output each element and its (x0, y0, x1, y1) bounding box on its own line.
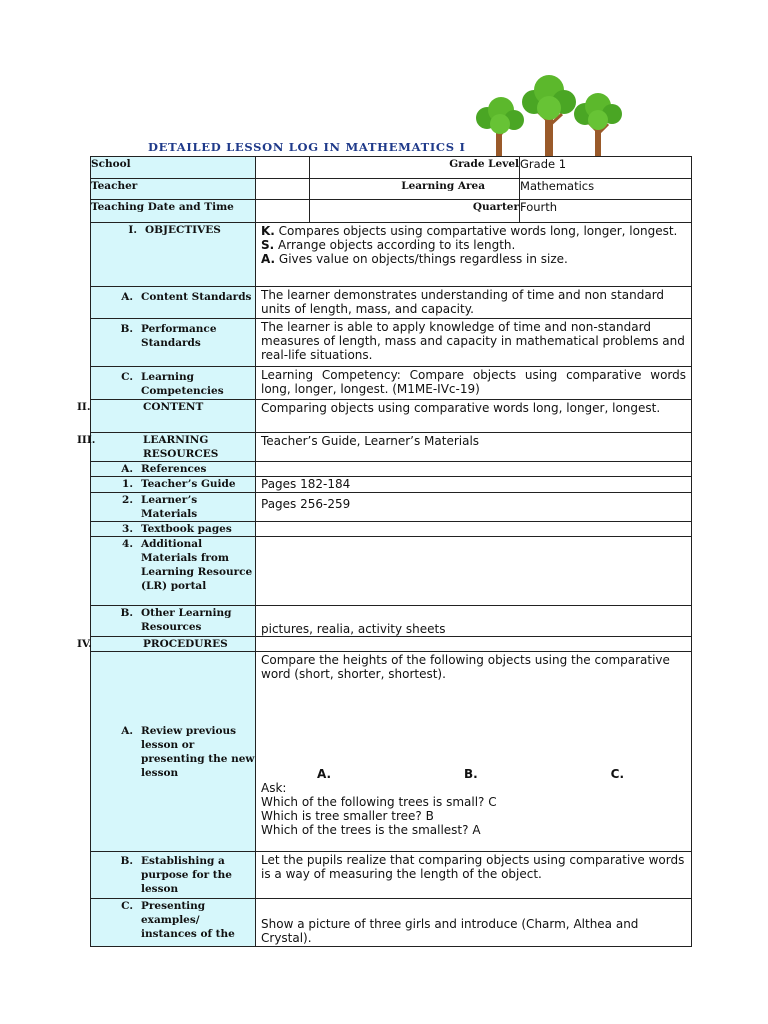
row-presenting-examples (91, 899, 692, 947)
row-establishing-purpose (91, 852, 692, 899)
competencies-label: Learning Competencies (141, 371, 224, 397)
quarter-label: Quarter (310, 200, 520, 223)
references-label: References (141, 463, 207, 475)
row-textbook-pages (91, 522, 692, 537)
textbook-pages-value (256, 522, 692, 537)
learners-materials-label: Learner’s Materials (141, 494, 198, 520)
row-date (91, 200, 692, 223)
row-learning-resources (91, 433, 692, 462)
teacher-label: Teacher (91, 179, 256, 200)
content-standards-mark: A. (121, 291, 133, 303)
content-label: CONTENT (143, 401, 204, 413)
objective-k-text: Compares objects using compartative words long, longer, longest. (274, 224, 678, 238)
objectives-text (256, 223, 692, 287)
additional-materials-mark: 4. (122, 538, 133, 550)
question-1: Which of the following trees is small? C (261, 795, 497, 809)
other-resources-mark: B. (120, 607, 133, 619)
row-objectives (91, 223, 692, 287)
tree-small-right-icon (574, 93, 622, 156)
school-label: School (91, 157, 256, 179)
resources-roman: III. (77, 434, 96, 446)
objectives-cell (91, 223, 256, 287)
examples-label: Presenting examples/ instances of the (141, 900, 235, 940)
option-b: B. (464, 767, 478, 781)
content-standards-label: Content Standards (141, 291, 252, 303)
objective-s-mark: S. (261, 238, 275, 252)
tree-options (261, 767, 686, 781)
tree-small-left-icon (476, 97, 524, 156)
references-mark: A. (121, 463, 133, 475)
purpose-label: Establishing a purpose for the lesson (141, 855, 232, 895)
row-content (91, 400, 692, 433)
content-standards-text: The learner demonstrates understanding of time and non standard units of length, mass, and capacity. (256, 287, 692, 319)
option-c: C. (610, 767, 625, 781)
row-learning-competencies (91, 367, 692, 400)
textbook-pages-label: Textbook pages (141, 523, 232, 535)
additional-materials-label: Additional Materials from Learning Resource (LR) portal (141, 538, 253, 592)
additional-materials-value (256, 537, 692, 606)
row-teachers-guide (91, 477, 692, 493)
resources-text: Teacher’s Guide, Learner’s Materials (256, 433, 692, 462)
tree-large-middle-icon (522, 75, 576, 156)
teaching-date-label: Teaching Date and Time (91, 200, 256, 223)
references-value (256, 462, 692, 477)
grade-level-value: Grade 1 (520, 157, 692, 179)
purpose-text: Let the pupils realize that comparing objects using comparative words is a way of measuring the length of the object. (256, 852, 692, 899)
learners-materials-mark: 2. (122, 494, 133, 506)
trees-illustration (472, 74, 632, 158)
row-teacher (91, 179, 692, 200)
teachers-guide-label: Teacher’s Guide (141, 478, 236, 490)
objective-k-mark: K. (261, 224, 275, 238)
grade-level-label: Grade Level (310, 157, 520, 179)
row-performance-standards (91, 319, 692, 367)
page-title: DETAILED LESSON LOG IN MATHEMATICS I (148, 140, 466, 154)
performance-standards-mark: B. (120, 323, 133, 335)
resources-label: LEARNING RESOURCES (143, 434, 219, 460)
row-other-resources (91, 606, 692, 637)
objective-a-text: Gives value on objects/things regardless in size. (275, 252, 568, 266)
performance-standards-text: The learner is able to apply knowledge of time and non-standard measures of length, mass and capacity in mathematical problems and real-life situations. (256, 319, 692, 367)
teachers-guide-mark: 1. (122, 478, 133, 490)
procedures-label: PROCEDURES (143, 638, 228, 650)
row-procedures (91, 637, 692, 652)
row-school (91, 157, 692, 179)
learners-materials-value: Pages 256-259 (256, 493, 692, 522)
review-mark: A. (121, 724, 133, 737)
review-content (256, 652, 692, 852)
competencies-text: Learning Competency: Compare objects using comparative words long, longer, longest. (M1ME-IVc-19) (256, 367, 692, 400)
row-content-standards (91, 287, 692, 319)
performance-standards-label: Performance Standards (141, 323, 217, 349)
procedures-value (256, 637, 692, 652)
ask-label: Ask: (261, 781, 287, 795)
content-text: Comparing objects using comparative words long, longer, longest. (256, 400, 692, 433)
teacher-value (256, 179, 310, 200)
other-resources-label: Other Learning Resources (141, 607, 232, 633)
school-value (256, 157, 310, 179)
teachers-guide-value: Pages 182-184 (256, 477, 692, 493)
teaching-date-value (256, 200, 310, 223)
question-2: Which is tree smaller tree? B (261, 809, 434, 823)
procedures-roman: IV. (77, 638, 92, 650)
lesson-log-table (77, 156, 692, 947)
examples-mark: C. (121, 900, 133, 912)
content-roman: II. (77, 401, 91, 413)
option-a: A. (317, 767, 332, 781)
competencies-mark: C. (121, 371, 133, 383)
review-intro: Compare the heights of the following objects using the comparative word (short, shorter, shortest). (261, 653, 670, 681)
review-label: Review previous lesson or presenting the new lesson (141, 724, 255, 779)
learning-area-label: Learning Area (310, 179, 520, 200)
textbook-pages-mark: 3. (122, 523, 133, 535)
row-references (91, 462, 692, 477)
objective-s-text: Arrange objects according to its length. (274, 238, 516, 252)
other-resources-value: pictures, realia, activity sheets (256, 606, 692, 637)
objectives-label: OBJECTIVES (145, 224, 221, 236)
question-3: Which of the trees is the smallest? A (261, 823, 481, 837)
objectives-roman: I. (128, 224, 137, 236)
row-review-lesson (91, 652, 692, 852)
learning-area-value: Mathematics (520, 179, 692, 200)
purpose-mark: B. (120, 855, 133, 867)
row-additional-materials (91, 537, 692, 606)
quarter-value: Fourth (520, 200, 692, 223)
objective-a-mark: A. (261, 252, 276, 266)
examples-text: Show a picture of three girls and introduce (Charm, Althea and Crystal). (256, 899, 692, 947)
row-learners-materials (91, 493, 692, 522)
